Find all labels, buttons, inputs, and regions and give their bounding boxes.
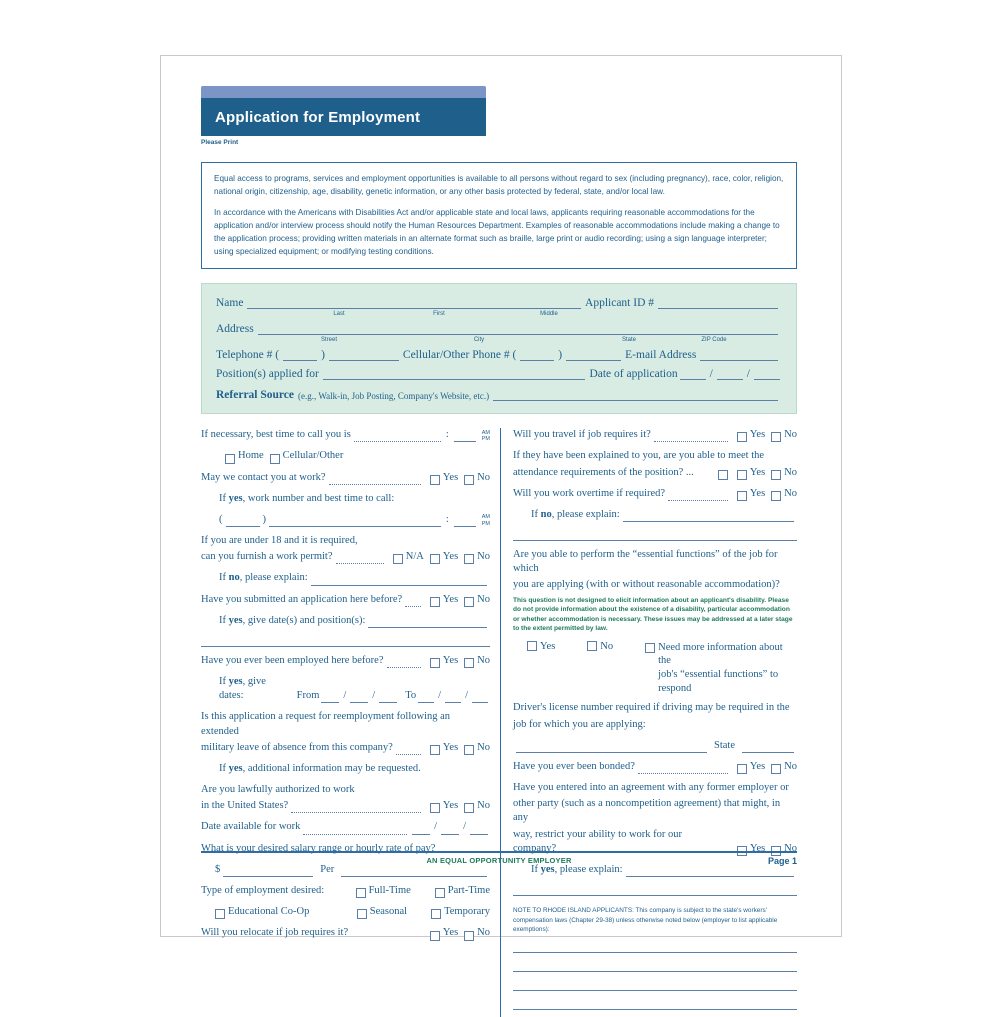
essential-line2: you are applying (with or without reasonable accommodation)? (513, 579, 780, 591)
reemployment-line2: military leave of absence from this company? (201, 741, 393, 753)
reemployment-if-yes-note: If yes, additional information may be requested. (219, 762, 421, 774)
attendance-line2: attendance requirements of the position? ... (513, 466, 694, 478)
work-permit-explain-row (219, 571, 490, 585)
overtime-explain-row (531, 508, 797, 522)
work-number-label-row (219, 492, 490, 506)
applicant-id-label: Applicant ID # (585, 297, 654, 310)
educational-coop-checkbox[interactable] (215, 909, 225, 919)
relocate-no-label: No (477, 927, 490, 939)
license-line2-row (513, 718, 797, 732)
attendance-line1-row (513, 449, 797, 463)
cellular-other-label: Cellular/Other (282, 450, 344, 462)
salary-amount-input[interactable] (223, 865, 313, 877)
attendance-yes-checkbox[interactable] (737, 470, 747, 480)
license-line1: Driver's license number required if driving may be required in the (513, 702, 790, 714)
date-of-application-label: Date of application (589, 368, 678, 381)
reemployment-no-checkbox[interactable] (464, 745, 474, 755)
authorized-yes-label: Yes (442, 800, 459, 812)
attendance-no-label: No (784, 466, 797, 478)
header-title-bar (201, 98, 486, 136)
contact-work-dots (329, 473, 421, 485)
contact-work-no-checkbox[interactable] (464, 475, 474, 485)
noncompete-if-yes-label: If yes, please explain: (531, 863, 623, 875)
telephone-input[interactable] (329, 348, 399, 361)
attendance-line1: If they have been explained to you, are you able to meet the (513, 450, 765, 462)
work-permit-explain-input[interactable] (311, 574, 487, 586)
essential-line2-row (513, 578, 797, 592)
address-sub-zip: ZIP Code (701, 337, 727, 344)
authorized-no-label: No (477, 800, 490, 812)
license-line2: job for which you are applying: (513, 718, 646, 730)
authorized-line1: Are you lawfully authorized to work (201, 784, 355, 796)
ri-exemption-input-2[interactable] (513, 960, 797, 972)
name-sub-middle: Middle (540, 311, 558, 318)
work-permit-row (201, 550, 490, 564)
need-more-info-text (658, 641, 797, 696)
travel-yes-label: Yes (749, 429, 766, 441)
essential-yes-label: Yes (540, 640, 556, 652)
overtime-no-label: No (784, 487, 797, 499)
submitted-before-dots (405, 595, 421, 607)
best-time-input[interactable] (354, 430, 441, 442)
noncompete-explain-row (531, 863, 797, 877)
personal-info-section (201, 283, 797, 414)
please-print-label: Please Print (201, 139, 239, 146)
noncompete-line1-row (513, 781, 797, 795)
employment-type-row (201, 884, 490, 898)
relocate-yes-checkbox[interactable] (430, 931, 440, 941)
overtime-label: Will you work overtime if required? (513, 487, 666, 499)
work-permit-dots (336, 552, 384, 564)
ri-exemption-input-3[interactable] (513, 979, 797, 991)
full-time-label: Full-Time (368, 885, 411, 896)
relocate-no-checkbox[interactable] (464, 931, 474, 941)
state-label: State (714, 739, 735, 751)
bonded-dots (638, 762, 728, 774)
license-state-input[interactable] (742, 741, 794, 753)
overtime-if-no-label: If no, please explain: (531, 508, 620, 520)
work-permit-yes-label: Yes (442, 551, 459, 563)
essential-options-row (513, 641, 797, 696)
employed-before-yes-checkbox[interactable] (430, 658, 440, 668)
cellular-paren-close: ) (558, 349, 563, 362)
employed-to-input[interactable]: / / (416, 689, 490, 703)
rhode-island-note: NOTE TO RHODE ISLAND APPLICANTS: This company is subject to the state's workers' compensation laws (Chapter 29-38) unless otherwise noted below (employer to list applicable exemptions): (513, 907, 778, 934)
overtime-explain-input[interactable] (623, 510, 794, 522)
referral-source-label: Referral Source (216, 389, 295, 402)
noncompete-yes-label: Yes (749, 842, 766, 854)
bonded-yes-checkbox[interactable] (737, 764, 747, 774)
noncompete-line2-row (513, 797, 797, 825)
eeo-paragraph-1: Equal access to programs, services and employment opportunities is available to all persons without regard to sex (including pregnancy), race, color, religion, national origin, citizenship, age, disability, genetic information, or any other basis protected by federal, state, and/or local law. (214, 174, 784, 196)
work-number-areacode-input[interactable] (226, 515, 260, 527)
address-input[interactable] (258, 322, 778, 335)
form-content (201, 86, 801, 1017)
essential-line1: Are you able to perform the “essential functions” of the job for which (513, 549, 778, 575)
noncompete-explain-input-2[interactable] (513, 884, 797, 896)
contact-work-no-label: No (477, 471, 490, 483)
submitted-before-row (201, 593, 490, 607)
referral-source-hint: (e.g., Walk-in, Job Posting, Company's Website, etc.) (298, 391, 490, 402)
footer-divider (201, 851, 797, 853)
travel-no-checkbox[interactable] (771, 432, 781, 442)
relocate-row (201, 926, 490, 940)
reemployment-dots (396, 743, 421, 755)
essential-needmore-option[interactable] (639, 641, 797, 696)
employed-before-label: Have you ever been employed here before? (201, 654, 384, 666)
reemployment-yes-label: Yes (442, 741, 459, 753)
work-permit-no-label: No (477, 551, 490, 563)
employed-before-yes-label: Yes (442, 654, 459, 666)
noncompete-line2: other party (such as a noncompetition agreement) that might, in any (513, 798, 781, 824)
travel-dots (654, 430, 728, 442)
work-permit-yes-checkbox[interactable] (430, 554, 440, 564)
eeo-paragraph-2: In accordance with the Americans with Disabilities Act and/or applicable state and local laws, applicants requiring reasonable accommodations for the application and/or interview process should notify the Human Resources Department. Examples of reasonable accommodations include making a change to the application process; providing written materials in an alternate format such as braille, large print or audio recording; using a sign language interpreter; using specialized equipment; or modifying testing conditions. (214, 208, 780, 256)
employment-type-label: Type of employment desired: (201, 885, 325, 896)
submitted-before-no-label: No (477, 593, 490, 605)
submitted-before-no-checkbox[interactable] (464, 597, 474, 607)
overtime-row (513, 487, 797, 501)
employed-dates-row (219, 675, 490, 703)
telephone-label: Telephone # ( (216, 349, 280, 362)
part-time-checkbox[interactable] (435, 888, 445, 898)
authorized-row (201, 799, 490, 813)
seasonal-checkbox[interactable] (357, 909, 367, 919)
contact-work-label: May we contact you at work? (201, 471, 326, 483)
authorized-dots (291, 801, 421, 813)
applicant-id-input[interactable] (658, 296, 778, 309)
authorized-line2: in the United States? (201, 800, 289, 812)
date-available-input[interactable]: / / (410, 820, 490, 834)
employed-if-yes-label: If yes, give dates: (219, 676, 266, 702)
name-sub-first: First (433, 311, 445, 318)
contact-work-row (201, 471, 490, 485)
reemployment-no-label: No (477, 741, 490, 753)
authorized-no-checkbox[interactable] (464, 803, 474, 813)
authorized-yes-checkbox[interactable] (430, 803, 440, 813)
desired-salary-label: What is your desired salary range or hourly rate of pay? (201, 842, 436, 854)
reemployment-note-row (219, 762, 490, 776)
form-header (201, 86, 801, 146)
work-permit-na-label: N/A (405, 551, 424, 563)
name-row (216, 296, 782, 309)
salary-per-input[interactable] (341, 865, 487, 877)
reemployment-row (201, 741, 490, 755)
cellular-input[interactable] (566, 348, 621, 361)
email-label: E-mail Address (625, 349, 697, 362)
address-row (216, 322, 782, 335)
best-time-minutes-input[interactable] (454, 430, 476, 442)
per-label: Per (320, 863, 335, 875)
employed-before-no-label: No (477, 654, 490, 666)
name-sub-last: Last (333, 311, 345, 318)
address-sub-state: State (621, 337, 636, 344)
temporary-label: Temporary (444, 906, 490, 918)
bonded-no-label: No (784, 760, 797, 772)
seasonal-label: Seasonal (369, 906, 408, 918)
address-sub-street: Street (320, 337, 337, 344)
employed-from-label: From (296, 690, 320, 702)
work-call-time-input[interactable] (454, 515, 476, 527)
relocate-yes-label: Yes (442, 927, 459, 939)
license-number-input[interactable] (516, 741, 707, 753)
attendance-na-checkbox[interactable] (718, 470, 728, 480)
bonded-row (513, 760, 797, 774)
overtime-no-checkbox[interactable] (771, 491, 781, 501)
page-number: Page 1 (767, 855, 797, 866)
questions-columns (201, 428, 797, 1017)
position-label: Position(s) applied for (216, 368, 319, 381)
employment-type-row-2 (201, 905, 490, 919)
attendance-no-checkbox[interactable] (771, 470, 781, 480)
cellular-other-checkbox[interactable] (270, 454, 280, 464)
submitted-before-yes-label: Yes (442, 593, 459, 605)
work-permit-na-checkbox[interactable] (393, 554, 403, 564)
header-tab-decoration (201, 86, 486, 98)
submitted-dates-input[interactable] (368, 616, 487, 628)
address-sublabels (216, 337, 782, 343)
date-of-application-input[interactable]: / / (678, 368, 782, 380)
travel-row (513, 428, 797, 442)
work-number-input-row: ( ) : AM PM (219, 513, 490, 527)
left-column (201, 428, 501, 1017)
work-permit-no-checkbox[interactable] (464, 554, 474, 564)
phone-row (216, 348, 782, 361)
essential-line1-row (513, 548, 797, 576)
employed-before-dots (387, 656, 421, 668)
submitted-if-yes-label: If yes, give date(s) and position(s): (219, 614, 366, 626)
reemployment-line1: Is this application a request for reemployment following an extended (201, 711, 451, 737)
ri-exemption-input-1[interactable] (513, 941, 797, 953)
essential-no-label: No (600, 640, 614, 652)
best-time-row: If necessary, best time to call you is : AM PM (201, 429, 490, 443)
date-available-label: Date available for work (201, 821, 301, 833)
work-number-input[interactable] (269, 515, 441, 527)
noncompete-explain-input[interactable] (626, 865, 794, 877)
work-permit-if-no-label: If no, please explain: (219, 572, 308, 584)
home-checkbox[interactable] (225, 454, 235, 464)
desired-salary-label-row (201, 842, 490, 856)
employed-to-label: To (405, 690, 417, 702)
address-sub-city: City (473, 337, 485, 344)
best-time-label: If necessary, best time to call you is (201, 429, 351, 441)
attendance-yes-label: Yes (749, 466, 766, 478)
date-available-dots (303, 823, 407, 835)
name-input[interactable] (247, 296, 581, 309)
dollar-sign: $ (215, 863, 221, 875)
submitted-dates-row (219, 614, 490, 628)
telephone-paren-close: ) (321, 349, 325, 362)
need-more-info-checkbox[interactable] (645, 643, 655, 653)
ampm-label: AM PM (481, 429, 490, 443)
under18-line1-row (201, 534, 490, 548)
name-sublabels (216, 311, 782, 317)
essential-yes-option[interactable] (513, 641, 555, 652)
work-permit-label: can you furnish a work permit? (201, 551, 333, 563)
submitted-dates-input-2[interactable] (201, 635, 490, 647)
bonded-yes-label: Yes (749, 760, 766, 772)
contact-work-yes-label: Yes (442, 471, 459, 483)
temporary-checkbox[interactable] (431, 909, 441, 919)
travel-no-label: No (784, 429, 797, 441)
overtime-explain-input-2[interactable] (513, 529, 797, 541)
referral-row (216, 388, 782, 401)
position-row (216, 367, 782, 380)
attendance-row (513, 466, 797, 480)
under18-line1: If you are under 18 and it is required, (201, 535, 358, 547)
contact-method-row (219, 449, 490, 463)
license-line1-row (513, 701, 797, 715)
home-label: Home (238, 450, 264, 462)
submitted-before-yes-checkbox[interactable] (430, 597, 440, 607)
telephone-areacode-input[interactable] (283, 348, 317, 361)
cellular-areacode-input[interactable] (520, 348, 554, 361)
travel-yes-checkbox[interactable] (737, 432, 747, 442)
referral-source-input[interactable] (493, 388, 778, 401)
if-yes-work-number-label: If yes, work number and best time to call: (219, 492, 395, 504)
noncompete-line3: way, restrict your ability to work for our company? (513, 828, 683, 854)
travel-label: Will you travel if job requires it? (513, 429, 651, 441)
essential-yes-checkbox[interactable] (527, 641, 537, 651)
overtime-yes-checkbox[interactable] (737, 491, 747, 501)
authorized-line1-row (201, 783, 490, 797)
form-sheet (160, 55, 842, 937)
part-time-label: Part-Time (447, 885, 490, 896)
essential-functions-disclaimer: This question is not designed to elicit information about an applicant's disability. Please do not provide information about the existence of a disability, particular accommodation or whether accommodation is necessary. These issues may be addressed at a later stage to the extent permitted by law. (513, 596, 793, 633)
position-input[interactable] (323, 367, 586, 380)
overtime-yes-label: Yes (749, 487, 766, 499)
page-title: Application for Employment (215, 108, 421, 126)
employed-before-row (201, 654, 490, 668)
form-footer (201, 856, 797, 865)
right-column (501, 428, 797, 1017)
license-input-row (513, 739, 797, 753)
full-time-checkbox[interactable] (356, 888, 366, 898)
noncompete-no-label: No (784, 842, 797, 854)
date-available-row (201, 820, 490, 834)
need-more-line1: Need more information about the (658, 641, 783, 667)
reemployment-yes-checkbox[interactable] (430, 745, 440, 755)
bonded-label: Have you ever been bonded? (513, 760, 635, 772)
equal-opportunity-statement: AN EQUAL OPPORTUNITY EMPLOYER (426, 856, 572, 865)
cellular-label: Cellular/Other Phone # ( (402, 349, 517, 362)
need-more-line2: job's “essential functions” to respond (658, 669, 779, 694)
email-input[interactable] (700, 348, 778, 361)
address-label: Address (216, 323, 254, 336)
eeo-notice-box (201, 162, 797, 269)
bonded-no-checkbox[interactable] (771, 764, 781, 774)
educational-coop-label: Educational Co-Op (228, 906, 310, 918)
employed-before-no-checkbox[interactable] (464, 658, 474, 668)
essential-no-option[interactable] (581, 641, 613, 652)
submitted-before-label: Have you submitted an application here before? (201, 593, 403, 605)
overtime-dots (668, 489, 728, 501)
reemployment-line1-row (201, 710, 490, 738)
essential-no-checkbox[interactable] (587, 641, 597, 651)
relocate-label: Will you relocate if job requires it? (201, 927, 349, 939)
noncompete-line1: Have you entered into an agreement with any former employer or (513, 782, 789, 794)
contact-work-yes-checkbox[interactable] (430, 475, 440, 485)
name-label: Name (216, 297, 244, 310)
work-ampm-label: AM PM (481, 514, 490, 527)
employed-from-input[interactable]: / / (319, 689, 399, 703)
